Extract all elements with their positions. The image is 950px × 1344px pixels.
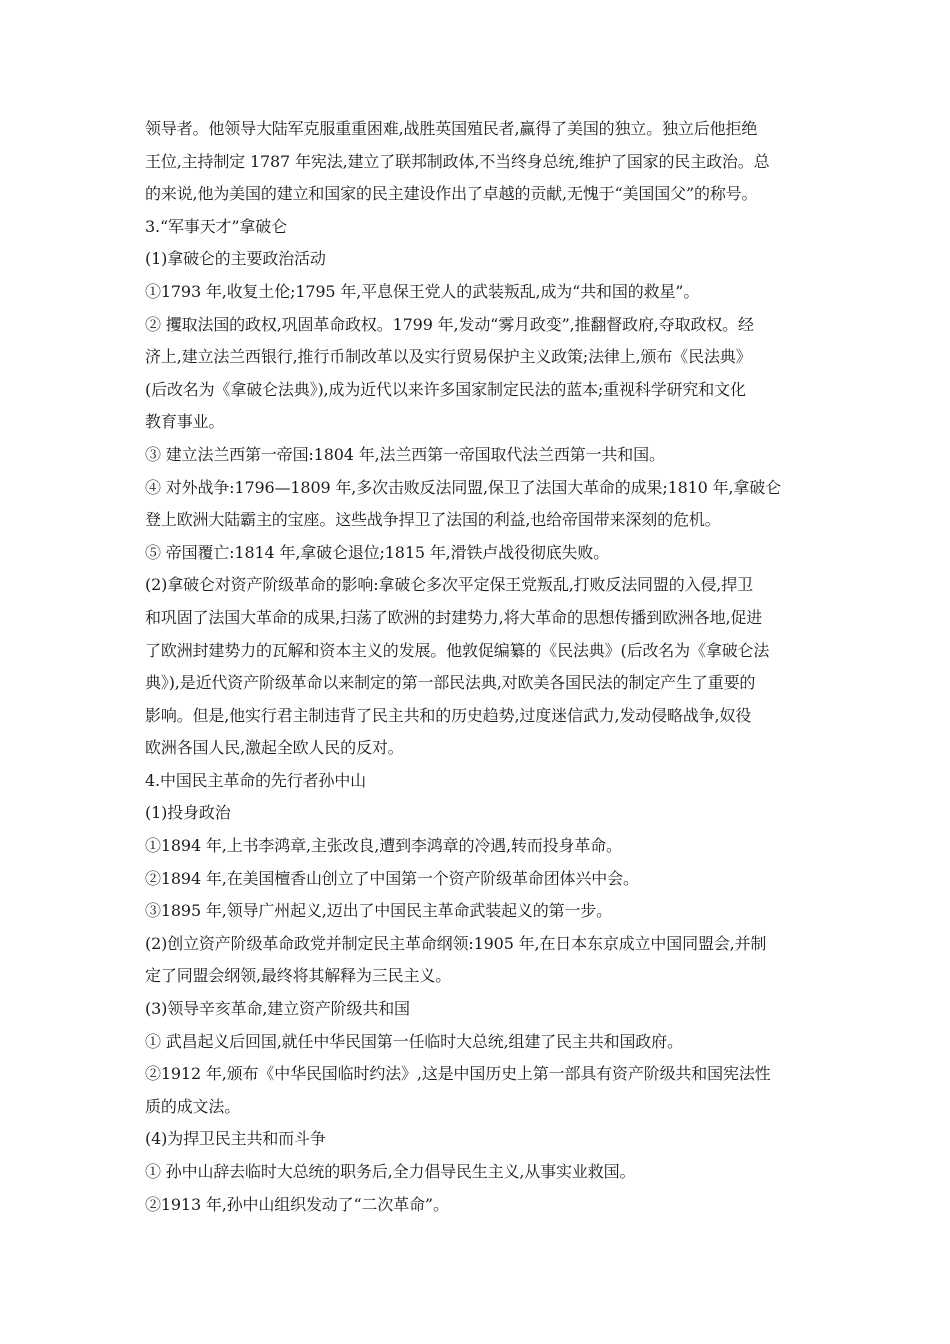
- list-item: ②1913 年,孙中山组织发动了“二次革命”。: [145, 1194, 449, 1214]
- list-item: ① 武昌起义后回国,就任中华民国第一任临时大总统,组建了民主共和国政府。: [145, 1031, 683, 1051]
- subsection-heading: (3)领导辛亥革命,建立资产阶级共和国: [145, 999, 410, 1019]
- section-heading-sun-yat-sen: 4.中国民主革命的先行者孙中山: [145, 770, 367, 790]
- list-item: ②1912 年,颁布《中华民国临时约法》,这是中国历史上第一部具有资产阶级共和国宪法性: [145, 1064, 771, 1084]
- list-item: ④ 对外战争:1796—1809 年,多次击败反法同盟,保卫了法国大革命的成果;1810 年,拿破仑: [145, 477, 781, 497]
- text-line: 定了同盟会纲领,最终将其解释为三民主义。: [145, 966, 452, 986]
- text-line: 教育事业。: [145, 412, 225, 432]
- list-item: ② 攫取法国的政权,巩固革命政权。1799 年,发动“雾月政变”,推翻督政府,夺取政权。经: [145, 314, 754, 334]
- text-line: 的来说,他为美国的建立和国家的民主建设作出了卓越的贡献,无愧于“美国国父”的称号。: [145, 184, 758, 204]
- list-item: ③1895 年,领导广州起义,迈出了中国民主革命武装起义的第一步。: [145, 901, 613, 921]
- text-line: 了欧洲封建势力的瓦解和资本主义的发展。他敦促编纂的《民法典》(后改名为《拿破仑法: [145, 640, 770, 660]
- list-item: ①1894 年,上书李鸿章,主张改良,遭到李鸿章的冷遇,转而投身革命。: [145, 836, 622, 856]
- text-line: 登上欧洲大陆霸主的宝座。这些战争捍卫了法国的利益,也给帝国带来深刻的危机。: [145, 510, 721, 530]
- subsection-heading: (2)拿破仑对资产阶级革命的影响:拿破仑多次平定保王党叛乱,打败反法同盟的入侵,捍卫: [145, 575, 753, 595]
- list-item: ①1793 年,收复土伦;1795 年,平息保王党人的武装叛乱,成为“共和国的救星”。: [145, 281, 700, 301]
- text-line: 典》),是近代资产阶级革命以来制定的第一部民法典,对欧美各国民法的制定产生了重要的: [145, 673, 756, 693]
- subsection-heading: (2)创立资产阶级革命政党并制定民主革命纲领:1905 年,在日本东京成立中国同盟会,并制: [145, 933, 767, 953]
- text-line: 和巩固了法国大革命的成果,扫荡了欧洲的封建势力,将大革命的思想传播到欧洲各地,促进: [145, 607, 763, 627]
- text-line: 王位,主持制定 1787 年宪法,建立了联邦制政体,不当终身总统,维护了国家的民主政治。总: [145, 151, 770, 171]
- section-heading-napoleon: 3.“军事天才”拿破仑: [145, 216, 287, 236]
- list-item: ②1894 年,在美国檀香山创立了中国第一个资产阶级革命团体兴中会。: [145, 868, 639, 888]
- text-line: 济上,建立法兰西银行,推行币制改革以及实行贸易保护主义政策;法律上,颁布《民法典》: [145, 347, 752, 367]
- text-line: 领导者。他领导大陆军克服重重困难,战胜英国殖民者,赢得了美国的独立。独立后他拒绝: [145, 119, 758, 138]
- list-item: ⑤ 帝国覆亡:1814 年,拿破仑退位;1815 年,滑铁卢战役彻底失败。: [145, 542, 610, 562]
- subsection-heading: (4)为捍卫民主共和而斗争: [145, 1129, 326, 1149]
- subsection-heading: (1)投身政治: [145, 803, 231, 823]
- text-line: 质的成文法。: [145, 1096, 241, 1116]
- text-line: 欧洲各国人民,激起全欧人民的反对。: [145, 738, 404, 758]
- subsection-heading: (1)拿破仑的主要政治活动: [145, 249, 326, 269]
- document-body: [145, 113, 810, 1221]
- list-item: ③ 建立法兰西第一帝国:1804 年,法兰西第一帝国取代法兰西第一共和国。: [145, 444, 665, 464]
- list-item: ① 孙中山辞去临时大总统的职务后,全力倡导民生主义,从事实业救国。: [145, 1162, 636, 1181]
- text-line: (后改名为《拿破仑法典》),成为近代以来许多国家制定民法的蓝本;重视科学研究和文化: [145, 379, 746, 399]
- text-line: 影响。但是,他实行君主制违背了民主共和的历史趋势,过度迷信武力,发动侵略战争,奴役: [145, 705, 752, 725]
